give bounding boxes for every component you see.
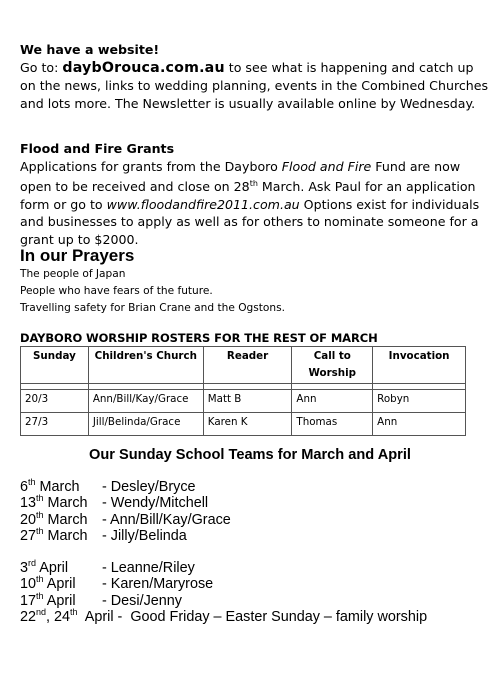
grants-sup: th <box>249 179 258 188</box>
team-names: - Desi/Jenny <box>102 592 182 609</box>
team-names: - Desley/Bryce <box>102 479 196 495</box>
grants-text-3: March. Ask Paul for an application form or go to <box>20 179 476 212</box>
roster-heading: DAYBORO WORSHIP ROSTERS FOR THE REST OF MARCH <box>20 331 378 345</box>
table-cell: Jill/Belinda/Grace <box>88 413 203 436</box>
column-header-sunday: Sunday <box>21 347 89 384</box>
column-header-call-to-worship: Call to Worship <box>292 347 373 384</box>
prayer-item: People who have fears of the future. <box>20 285 213 297</box>
website-heading: We have a website! <box>20 42 160 57</box>
team-date: 13th March <box>20 493 88 512</box>
website-paragraph <box>20 59 490 113</box>
grants-paragraph <box>20 158 490 249</box>
team-names: - Ann/Bill/Kay/Grace <box>102 511 231 528</box>
team-names: - Karen/Maryrose <box>102 576 214 593</box>
team-date: 17th April <box>20 590 76 609</box>
team-date: 20th March <box>20 509 88 528</box>
prayer-item: Travelling safety for Brian Crane and the Ogstons. <box>20 302 286 314</box>
prayers-section <box>20 246 490 317</box>
teams-april-list <box>20 560 213 609</box>
team-date: 10th April <box>20 574 76 593</box>
roster-header-row <box>21 347 466 384</box>
team-date: 27th March <box>20 526 88 544</box>
column-header-invocation: Invocation <box>373 347 466 384</box>
table-cell: Thomas <box>292 413 373 436</box>
teams-title: Our Sunday School Teams for March and April <box>89 447 411 463</box>
grants-text-2: Fund are now open to be received and close on 28 <box>20 158 461 195</box>
table-row <box>21 390 466 413</box>
website-body-text: to see what is happening and catch up on the news, links to wedding planning, events in the Combined Churches and lots more. The Newsletter is usually available online by Wednesday. <box>20 59 489 111</box>
list-item <box>20 576 213 592</box>
prayer-item: The people of Japan <box>20 268 126 280</box>
grants-url-link[interactable]: www.floodandfire2011.com.au <box>106 196 300 212</box>
teams-easter-line: 22nd, 24th April - Good Friday – Easter Sunday – family worship <box>20 607 428 625</box>
team-date: 3rd April <box>20 558 69 576</box>
grants-section <box>20 140 490 248</box>
prayers-heading: In our Prayers <box>20 246 135 265</box>
website-section <box>20 41 490 112</box>
roster-section <box>20 331 466 436</box>
table-cell: Ann <box>373 413 466 436</box>
table-cell: Matt B <box>203 390 292 413</box>
table-cell: 20/3 <box>21 390 89 413</box>
grants-text-1: Applications for grants from the Dayboro <box>20 158 282 174</box>
table-cell: Ann <box>292 390 373 413</box>
team-names: - Leanne/Riley <box>102 560 195 576</box>
team-date: 6th March <box>20 477 80 495</box>
column-header-reader: Reader <box>203 347 292 384</box>
grants-text-4: Options exist for individuals and businesses to apply as well as for others to nominate someone for a grant up to $2000. <box>20 196 480 247</box>
list-item <box>20 560 213 576</box>
grants-heading: Flood and Fire Grants <box>20 141 175 156</box>
list-item <box>20 495 231 511</box>
list-item <box>20 479 231 495</box>
list-item <box>20 590 213 609</box>
website-goto-text: Go to: <box>20 59 63 75</box>
table-row <box>21 413 466 436</box>
teams-march-list <box>20 479 231 544</box>
table-cell: Robyn <box>373 390 466 413</box>
list-item <box>20 509 231 528</box>
website-url-link[interactable]: daybOrouca.com.au <box>62 59 225 76</box>
team-names: - Wendy/Mitchell <box>102 495 209 512</box>
column-header-childrens-church: Children's Church <box>88 347 203 384</box>
grants-fund-name: Flood and Fire <box>281 158 372 174</box>
list-item <box>20 528 231 544</box>
table-cell: 27/3 <box>21 413 89 436</box>
table-cell: Ann/Bill/Kay/Grace <box>88 390 203 413</box>
table-cell: Karen K <box>203 413 292 436</box>
team-names: - Jilly/Belinda <box>102 527 187 544</box>
roster-table <box>20 346 466 436</box>
